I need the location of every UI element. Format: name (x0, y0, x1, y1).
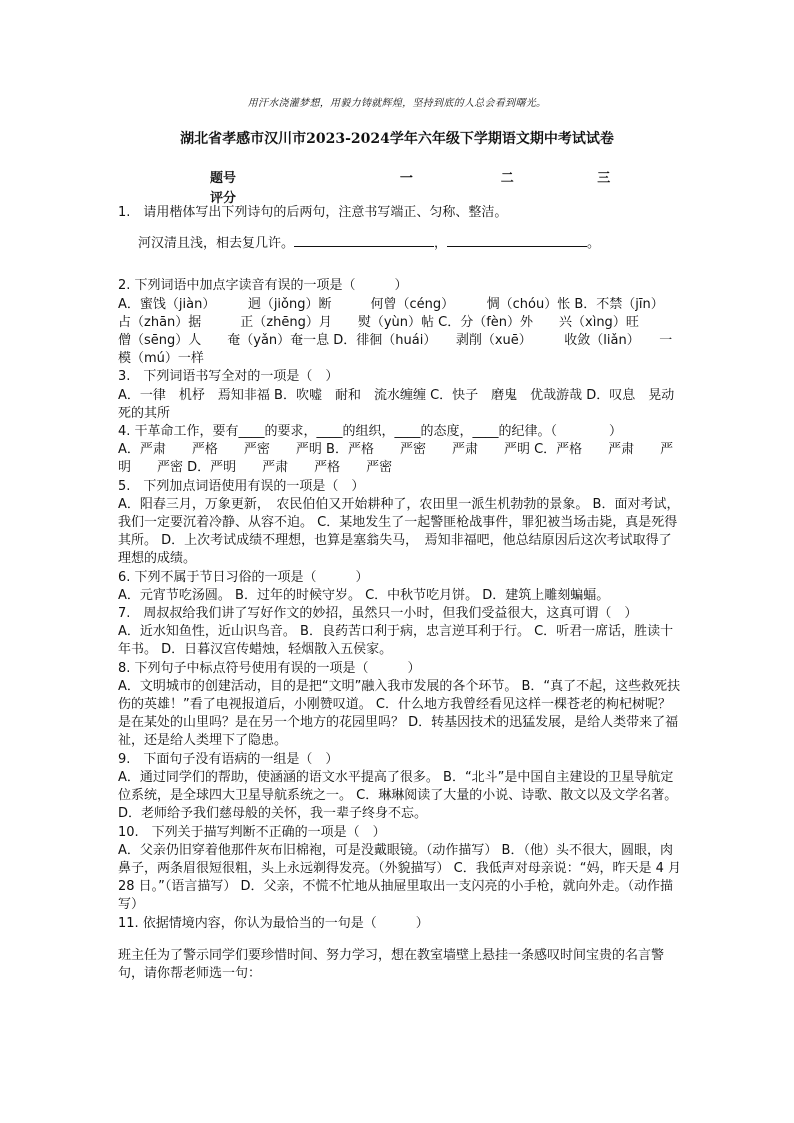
score-cell: 评分 (210, 190, 237, 206)
score-row-score (210, 186, 650, 206)
score-cell: 一 (399, 170, 413, 186)
motto: 用汗水浇灌梦想，用毅力铸就辉煌，坚持到底的人总会看到曙光。 (247, 98, 547, 109)
question-8-options: A．文明城市的创建活动，目的是把“文明”融入我市发展的各个环节。 B．“真了不起，这些救死扶伤的英雄！”看了电视报道后，小刚赞叹道。 C．什么地方我曾经看见这样一棵苍老的枸杞树呢？是在某处的山里吗？是在另一个地方的花园里吗？ D．转基因技术的迅猛发展，是给人类带来了福祉，还是给人类埋下了隐患。 (118, 678, 681, 749)
answer-blank[interactable] (294, 234, 434, 247)
question-8: 8. 下列句子中标点符号使用有误的一项是（ ） (118, 660, 421, 676)
question-11: 11. 依据情境内容，你认为最恰当的一句是（ ） (118, 915, 429, 931)
question-7-options: A．近水知鱼性，近山识鸟音。 B．良药苦口利于病，忠言逆耳利于行。 C．听君一席话，胜读十年书。 D．日暮汉宫传蜡烛，轻烟散入五侯家。 (118, 624, 674, 658)
question-2: 2. 下列词语中加点字读音有误的一项是（ ） (118, 278, 408, 294)
question-10: 10. 下列关于描写判断不正确的一项是（ ） (118, 824, 386, 840)
score-cell: 题号 (210, 170, 237, 186)
poem-text: 河汉清且浅，相去复几许。 (138, 236, 295, 252)
score-cell: 二 (500, 170, 514, 186)
question-3-options: A．一律 机杼 焉知非福 B．吹嘘 耐和 流水缠缠 C．快子 磨鬼 优哉游哉 D．叹息 晃动 死的其所 (118, 387, 688, 421)
question-1: 1. 请用楷体写出下列诗句的后两句，注意书写端正、匀称、整洁。 (118, 205, 508, 220)
poem-end: 。 (587, 236, 601, 252)
question-7: 7. 周叔叔给我们讲了写好作文的妙招，虽然只一小时，但我们受益很大，这真可谓（ ） (118, 606, 638, 622)
question-5-options: A．阳春三月，万象更新， 农民伯伯又开始耕种了，农田里一派生机勃勃的景象。 B．面对考试，我们一定要沉着冷静、从容不迫。 C．某地发生了一起警匪枪战事件，罪犯被当场击毙，真是死得其所。 D．上次考试成绩不理想，也算是塞翁失马， 焉知非福吧，他总结原因后这次考试取得了理想的成绩。 (118, 496, 680, 567)
poem-sep: ， (434, 236, 448, 252)
question-9-options: A．通过同学们的帮助，使涵涵的语文水平提高了很多。 B．“北斗”是中国自主建设的卫星导航定位系统，是全球四大卫星导航系统之一。 C．琳琳阅读了大量的小说、诗歌、散文以及文学名著。 D．老师给予我们慈母般的关怀，我一辈子终身不忘。 (118, 769, 678, 822)
question-9: 9. 下面句子没有语病的一组是（ ） (118, 751, 339, 767)
score-table (210, 166, 650, 206)
poem-line (118, 234, 682, 253)
question-3: 3. 下列词语书写全对的一项是（ ） (118, 369, 339, 385)
question-10-options: A．父亲仍旧穿着他那件灰布旧棉袍，可是没戴眼镜。（动作描写） B．（他）头不很大，圆眼，肉鼻子，两条眉很短很粗，头上永远剃得发亮。（外貌描写） C．我低声对母亲说：“妈，昨天是 4 月 28 日。”（语言描写） D．父亲，不慌不忙地从抽屉里取出一支闪亮的小手枪，就向外走。（动作描写） (118, 842, 681, 913)
answer-blank[interactable] (447, 234, 587, 247)
question-2-options: A．蜜饯（jiàn） 迥（jiǒng）断 何曾（céng） 惆（chóu）怅 B．不禁（jīn） 占（zhān）据 正（zhēng）月 熨（yùn）帖 C．分（fèn）外 兴（xìng）旺 僧（sēng）人 奄（yǎn）奄一息 D．徘徊（huái） 剥削（xuē） 收敛（liǎn） 一模（mú）一样 (118, 296, 684, 367)
score-row-header (210, 166, 650, 186)
question-11-context: 班主任为了警示同学们要珍惜时间、努力学习，想在教室墙壁上悬挂一条感叹时间宝贵的名言警句，请你帮老师选一句： (118, 947, 665, 981)
page-title: 湖北省孝感市汉川市2023-2024学年六年级下学期语文期中考试试卷 (180, 131, 614, 147)
question-list (118, 204, 688, 983)
question-4-options: A．严肃 严格 严密 严明 B．严格 严密 严肃 严明 C．严格 严肃 严明 严密 D．严明 严肃 严格 严密 (118, 442, 674, 476)
question-6-options: A．元宵节吃汤圆。 B．过年的时候守岁。 C．中秋节吃月饼。 D．建筑上雕刻蝙蝠。 (118, 587, 610, 603)
score-cell: 三 (597, 170, 611, 186)
question-4: 4. 干革命工作，要有____的要求，____的组织，____的态度，____的纪律。（ ） (118, 424, 623, 440)
question-5: 5. 下列加点词语使用有误的一项是（ ） (118, 478, 365, 494)
question-6: 6. 下列不属于节日习俗的一项是（ ） (118, 569, 369, 585)
